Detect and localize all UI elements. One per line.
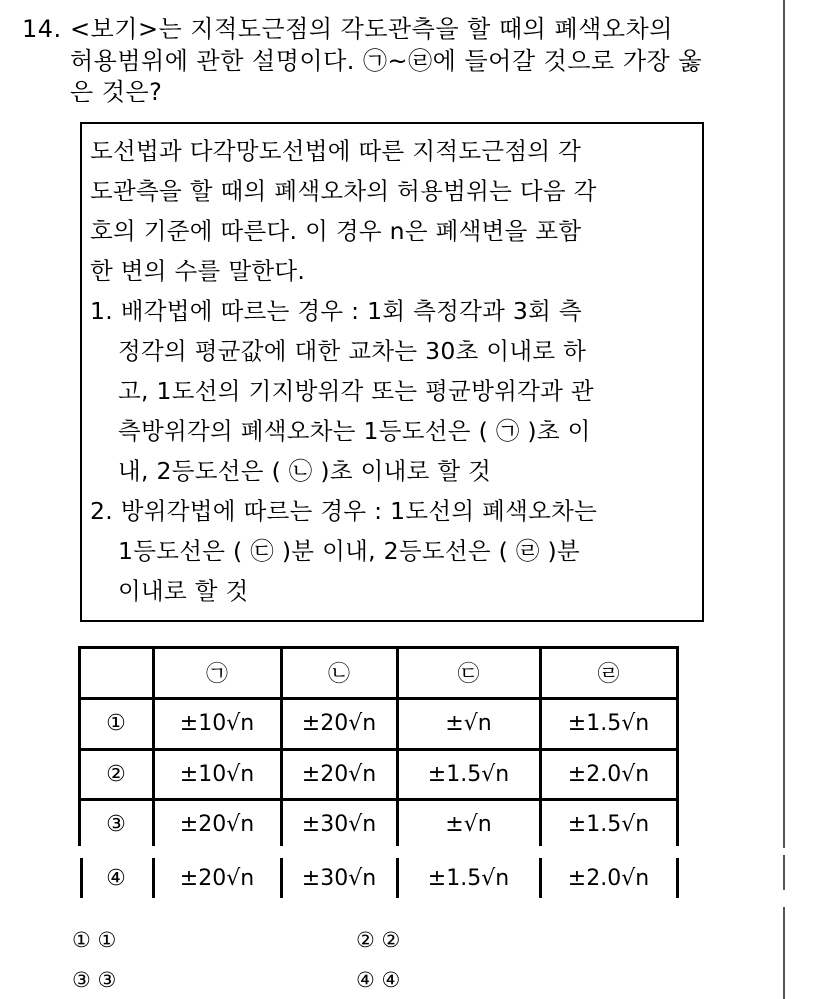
bogi-line-5: 1. 배각법에 따르는 경우 : 1회 측정각과 3회 측 [90,297,582,325]
column-divider [783,907,785,999]
bogi-line-3: 호의 기준에 따른다. 이 경우 n은 폐색변을 포함 [90,217,582,245]
table-cell: ±2.0√n [567,865,650,891]
table-header-cell: ㉠ [205,662,228,687]
table-cell: ±30√n [301,865,377,891]
table-cell: ±1.5√n [567,811,650,837]
table-cell: ±30√n [301,811,377,837]
bogi-line-2: 도관측을 할 때의 폐색오차의 허용범위는 다음 각 [90,177,597,205]
bogi-line-8: 측방위각의 폐색오차는 1등도선은 ( ㉠ )초 이 [118,417,591,445]
answer-choice-3[interactable]: ③ ③ [72,968,117,992]
table-cell: ±1.5√n [427,865,510,891]
table-rule [676,646,679,846]
question-text-line-3: 은 것은? [70,78,163,106]
question-number: 14. [22,15,62,43]
table-cell: ±20√n [301,761,377,787]
table-row-label: ② [106,761,126,787]
table-cell: ±10√n [179,711,255,736]
table-row-label: ① [106,711,126,736]
table-header-cell [80,648,152,697]
table-cell: ±1.5√n [427,761,510,787]
table-cell: ±20√n [301,711,377,736]
table-cell: ±10√n [179,761,255,787]
question-text-line-1: <보기>는 지적도근점의 각도관측을 할 때의 폐색오차의 [70,15,673,43]
bogi-line-9: 내, 2등도선은 ( ㉡ )초 이내로 할 것 [118,457,492,485]
column-divider [783,855,785,890]
bogi-line-6: 정각의 평균값에 대한 교차는 30초 이내로 하 [118,337,587,365]
bogi-line-11: 1등도선은 ( ㉢ )분 이내, 2등도선은 ( ㉣ )분 [118,537,580,565]
bogi-line-1: 도선법과 다각망도선법에 따른 지적도근점의 각 [90,137,582,165]
table-row-label: ④ [106,865,126,891]
bogi-line-12: 이내로 할 것 [118,577,249,605]
answer-choice-2[interactable]: ② ② [356,928,401,952]
bogi-line-10: 2. 방위각법에 따르는 경우 : 1도선의 폐색오차는 [90,497,598,525]
column-divider [783,0,785,848]
table-cell: ±2.0√n [567,761,650,787]
bogi-box [80,122,704,622]
table-header-cell: ㉢ [457,662,480,687]
table-header-cell: ㉡ [327,662,350,687]
answer-choice-4[interactable]: ④ ④ [356,968,401,992]
table-cell: ±20√n [179,865,255,891]
table-header-cell: ㉣ [597,662,620,687]
bogi-line-4: 한 변의 수를 말한다. [90,257,306,285]
table-rule [676,858,679,898]
table-row-label: ③ [106,811,126,837]
table-cell: ±1.5√n [567,711,650,736]
table-cell: ±√n [445,811,492,837]
question-text-line-2: 허용범위에 관한 설명이다. ㉠~㉣에 들어갈 것으로 가장 옳 [70,47,703,75]
answer-choice-1[interactable]: ① ① [72,928,117,952]
bogi-line-7: 고, 1도선의 기지방위각 또는 평균방위각과 관 [118,377,594,405]
table-cell: ±√n [445,711,492,736]
table-cell: ±20√n [179,811,255,837]
